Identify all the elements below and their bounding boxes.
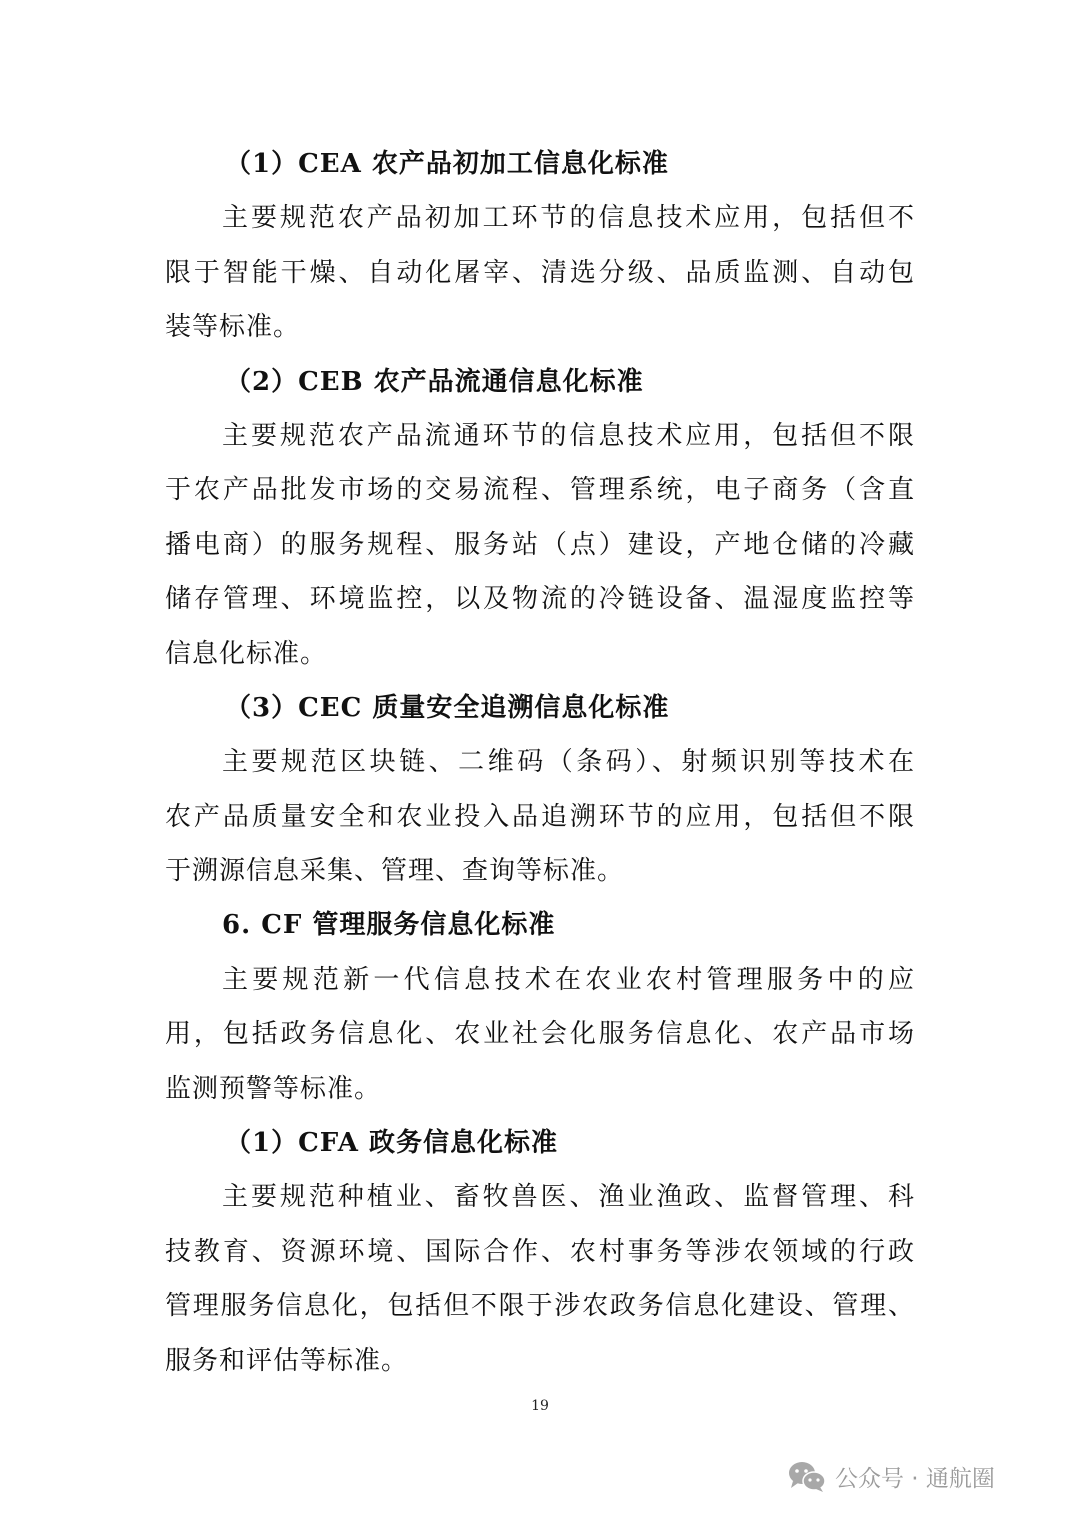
paragraph-line: 主要规范新一代信息技术在农业农村管理服务中的应: [222, 964, 915, 995]
paragraph-line: 监测预警等标准。: [165, 1073, 382, 1104]
section-heading: （3）CEC 质量安全追溯信息化标准: [225, 692, 670, 723]
paragraph-line: 于溯源信息采集、管理、查询等标准。: [165, 856, 625, 887]
section-heading: （1）CFA 政务信息化标准: [225, 1128, 558, 1159]
paragraph-line: 管理服务信息化，包括但不限于涉农政务信息化建设、管理、: [165, 1291, 915, 1322]
paragraph-line: 限于智能干燥、自动化屠宰、清选分级、品质监测、自动包: [165, 257, 915, 288]
paragraph-line: 主要规范区块链、二维码（条码）、射频识别等技术在: [222, 747, 915, 778]
paragraph-line: 播电商）的服务规程、服务站（点）建设，产地仓储的冷藏: [165, 529, 915, 560]
paragraph-line: 于农产品批发市场的交易流程、管理系统，电子商务（含直: [165, 475, 915, 506]
document-body: [165, 137, 915, 1388]
section-heading: （2）CEB 农产品流通信息化标准: [225, 366, 644, 397]
paragraph-line: 服务和评估等标准。: [165, 1345, 409, 1376]
watermark-text: 公众号 · 通航圈: [835, 1466, 995, 1492]
paragraph-line: 技教育、资源环境、国际合作、农村事务等涉农领域的行政: [165, 1236, 915, 1267]
paragraph-line: 储存管理、环境监控，以及物流的冷链设备、温湿度监控等: [165, 584, 915, 615]
wechat-icon: [787, 1461, 827, 1493]
section-heading: 6. CF 管理服务信息化标准: [222, 910, 556, 941]
watermark: [787, 1460, 995, 1493]
paragraph-line: 主要规范农产品初加工环节的信息技术应用，包括但不: [222, 203, 915, 234]
paragraph-line: 农产品质量安全和农业投入品追溯环节的应用，包括但不限: [165, 801, 915, 832]
section-heading: （1）CEA 农产品初加工信息化标准: [225, 149, 669, 179]
page-number: 19: [531, 1398, 549, 1414]
paragraph-line: 用，包括政务信息化、农业社会化服务信息化、农产品市场: [165, 1019, 915, 1050]
paragraph-line: 主要规范农产品流通环节的信息技术应用，包括但不限: [222, 420, 915, 451]
paragraph-line: 装等标准。: [165, 312, 301, 343]
paragraph-line: 主要规范种植业、畜牧兽医、渔业渔政、监督管理、科: [222, 1182, 915, 1213]
paragraph-line: 信息化标准。: [165, 638, 328, 669]
